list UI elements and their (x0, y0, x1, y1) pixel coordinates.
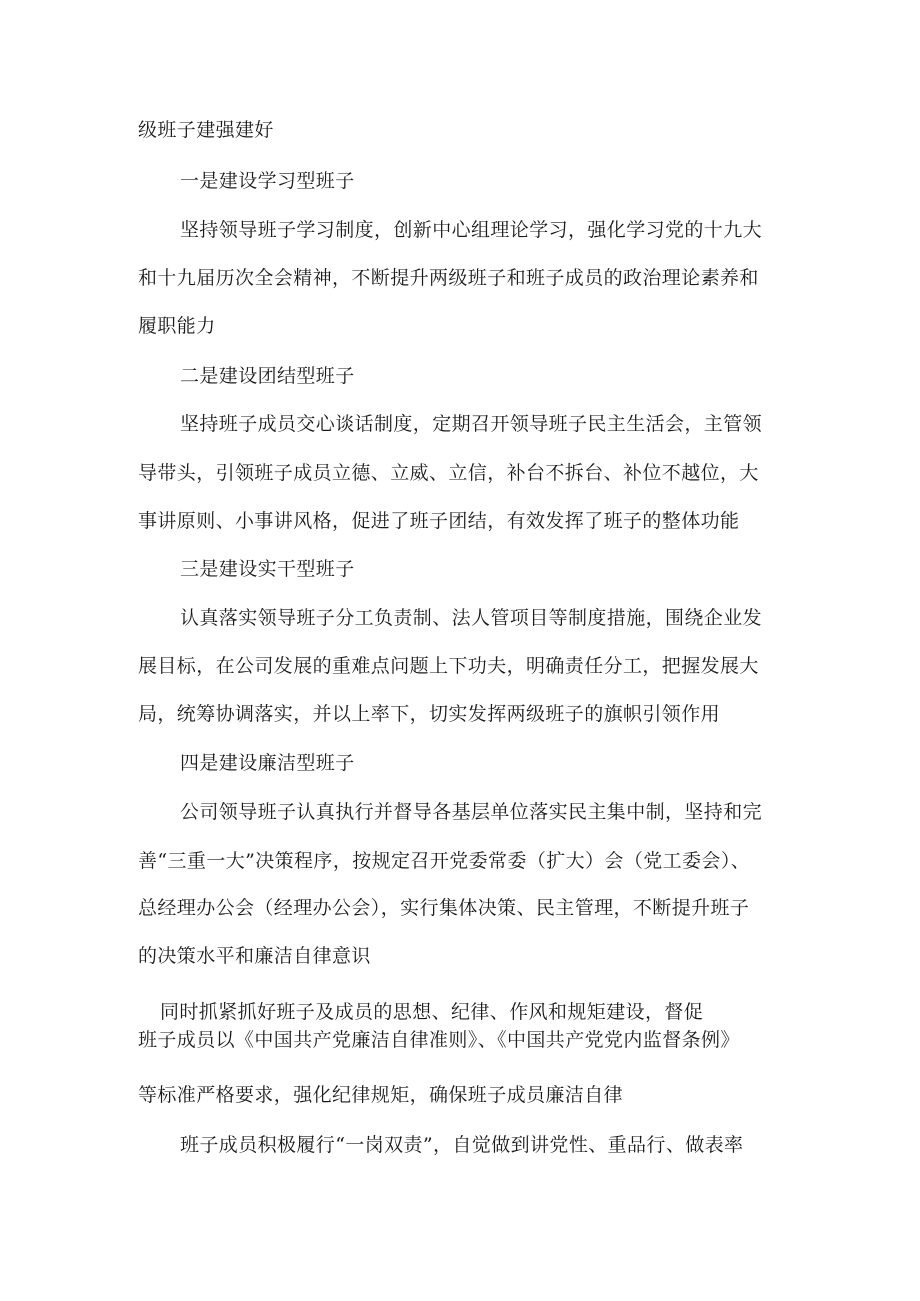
section-heading: 二是建设团结型班子 (180, 365, 355, 387)
text-line: 导带头，引领班子成员立德、立威、立信，补台不拆台、补位不越位，大 (138, 462, 759, 484)
text-line: 和十九届历次全会精神，不断提升两级班子和班子成员的政治理论素养和 (138, 267, 759, 289)
text-line: 公司领导班子认真执行并督导各基层单位落实民主集中制，坚持和完 (180, 801, 763, 823)
text-line: 同时抓紧抓好班子及成员的思想、纪律、作风和规矩建设，督促 (160, 1001, 704, 1023)
text-line: 展目标，在公司发展的重难点问题上下功夫，明确责任分工，把握发展大 (138, 655, 759, 677)
text-line: 级班子建强建好 (138, 119, 274, 141)
text-line: 坚持班子成员交心谈话制度，定期召开领导班子民主生活会，主管领 (180, 413, 763, 435)
text-line: 坚持领导班子学习制度，创新中心组理论学习，强化学习党的十九大 (180, 219, 763, 241)
text-line: 的决策水平和廉洁自律意识 (138, 945, 371, 967)
text-line: 善“三重一大”决策程序，按规定召开党委常委（扩大）会（党工委会）、 (138, 850, 751, 872)
text-line: 履职能力 (138, 315, 216, 337)
text-line: 班子成员以《中国共产党廉洁自律准则》、《中国共产党党内监督条例》 (138, 1029, 740, 1051)
section-heading: 一是建设学习型班子 (180, 170, 355, 192)
section-heading: 三是建设实干型班子 (180, 558, 355, 580)
text-line: 局，统筹协调落实，并以上率下，切实发挥两级班子的旗帜引领作用 (138, 703, 721, 725)
text-line: 事讲原则、小事讲风格，促进了班子团结，有效发挥了班子的整体功能 (138, 510, 740, 532)
section-heading: 四是建设廉洁型班子 (180, 752, 355, 774)
text-line: 认真落实领导班子分工负责制、法人管项目等制度措施，围绕企业发 (180, 607, 763, 629)
text-line: 总经理办公会（经理办公会），实行集体决策、民主管理，不断提升班子 (138, 897, 750, 919)
text-line: 等标准严格要求，强化纪律规矩，确保班子成员廉洁自律 (138, 1084, 624, 1106)
text-line: 班子成员积极履行“一岗双责”，自觉做到讲党性、重品行、做表率 (180, 1134, 744, 1156)
